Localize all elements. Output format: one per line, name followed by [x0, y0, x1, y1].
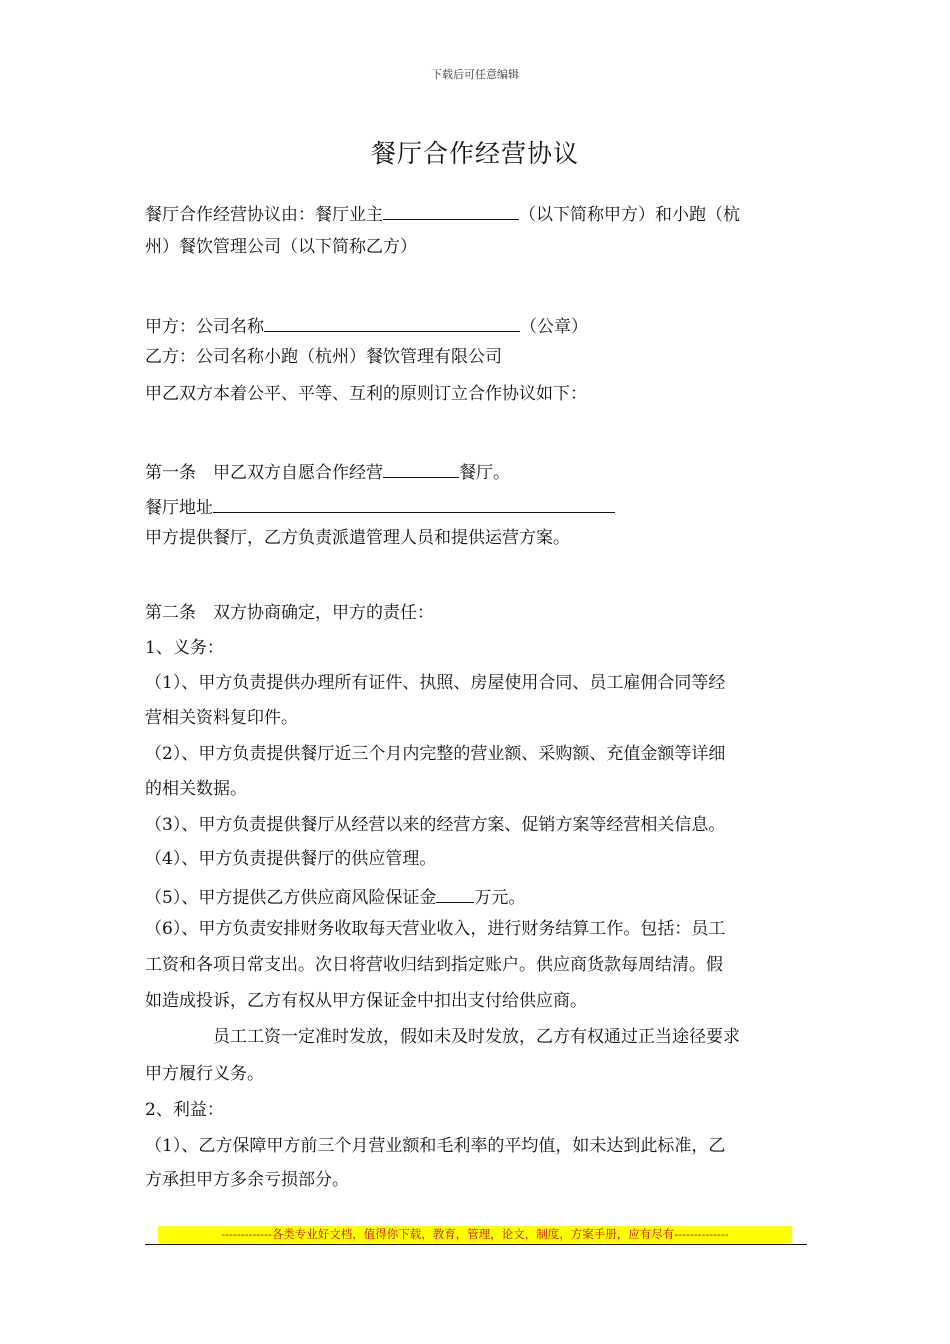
document-title: 餐厅合作经营协议 [370, 139, 579, 168]
duties-heading: 1、义务： [145, 638, 224, 658]
duty-3: （3）、甲方负责提供餐厅从经营以来的经营方案、促销方案等经营相关信息。 [145, 815, 726, 835]
intro-prefix: 餐厅合作经营协议由：餐厅业主 [145, 205, 383, 225]
address-label: 餐厅地址 [145, 498, 213, 518]
restaurant-name-blank [383, 461, 459, 478]
benefit-1-line-2: 方承担甲方多余亏损部分。 [145, 1170, 349, 1190]
duty-6-line-3: 如造成投诉，乙方有权从甲方保证金中扣出支付给供应商。 [145, 991, 587, 1011]
duty-2-line-1: （2）、甲方负责提供餐厅近三个月内完整的营业额、采购额、充值金额等详细 [145, 744, 726, 764]
duty-2-line-2: 的相关数据。 [145, 779, 247, 799]
article1-line-1 [145, 461, 510, 482]
duty-5-suffix: 万元。 [474, 888, 526, 908]
duty-5-prefix: （5）、甲方提供乙方供应商风险保证金 [145, 888, 437, 908]
footer-divider [145, 1244, 807, 1245]
duty-6-line-1: （6）、甲方负责安排财务收取每天营业收入，进行财务结算工作。包括：员工 [145, 919, 726, 939]
intro-suffix: （以下简称甲方）和小跑（杭 [519, 205, 740, 225]
party-a-label: 甲方：公司名称 [145, 317, 264, 337]
article1-line-3: 甲方提供餐厅，乙方负责派遣管理人员和提供运营方案。 [145, 528, 570, 548]
duty-6-line-2: 工资和各项日常支出。次日将营收归结到指定账户。供应商货款每周结清。假 [145, 955, 723, 975]
party-b-line: 乙方：公司名称小跑（杭州）餐饮管理有限公司 [145, 347, 502, 367]
duty-1-line-2: 营相关资料复印件。 [145, 708, 298, 728]
duty-1-line-1: （1）、甲方负责提供办理所有证件、执照、房屋使用合同、员工雇佣合同等经 [145, 673, 726, 693]
owner-name-blank [383, 203, 519, 220]
deposit-amount-blank [436, 886, 474, 903]
address-line [145, 496, 615, 517]
benefit-1-line-1: （1）、乙方保障甲方前三个月营业额和毛利率的平均值，如未达到此标准，乙 [145, 1136, 726, 1156]
duty-4: （4）、甲方负责提供餐厅的供应管理。 [145, 849, 437, 869]
article1-prefix: 第一条 甲乙双方自愿合作经营 [145, 463, 383, 483]
intro-line-2: 州）餐饮管理公司（以下简称乙方） [145, 237, 417, 257]
intro-line-1 [145, 203, 740, 224]
duty-6-line-4: 员工工资一定准时发放，假如未及时发放，乙方有权通过正当途径要求 [213, 1027, 740, 1047]
party-a-line [145, 315, 588, 336]
duty-6-line-5: 甲方履行义务。 [145, 1064, 264, 1084]
duty-5 [145, 886, 525, 907]
address-blank [213, 496, 615, 513]
article2-heading: 第二条 双方协商确定，甲方的责任： [145, 603, 434, 623]
benefits-heading: 2、利益： [145, 1100, 224, 1120]
principle-line: 甲乙双方本着公平、平等、互利的原则订立合作协议如下： [145, 384, 587, 404]
article1-suffix: 餐厅。 [459, 463, 510, 483]
party-a-seal: （公章） [520, 317, 588, 337]
header-note: 下载后可任意编辑 [431, 68, 519, 81]
party-a-name-blank [264, 315, 520, 332]
footer-banner: -------------各类专业好文档，值得你下载，教育，管理，论文，制度，方案手册，应有尽有-------------- [158, 1226, 792, 1243]
